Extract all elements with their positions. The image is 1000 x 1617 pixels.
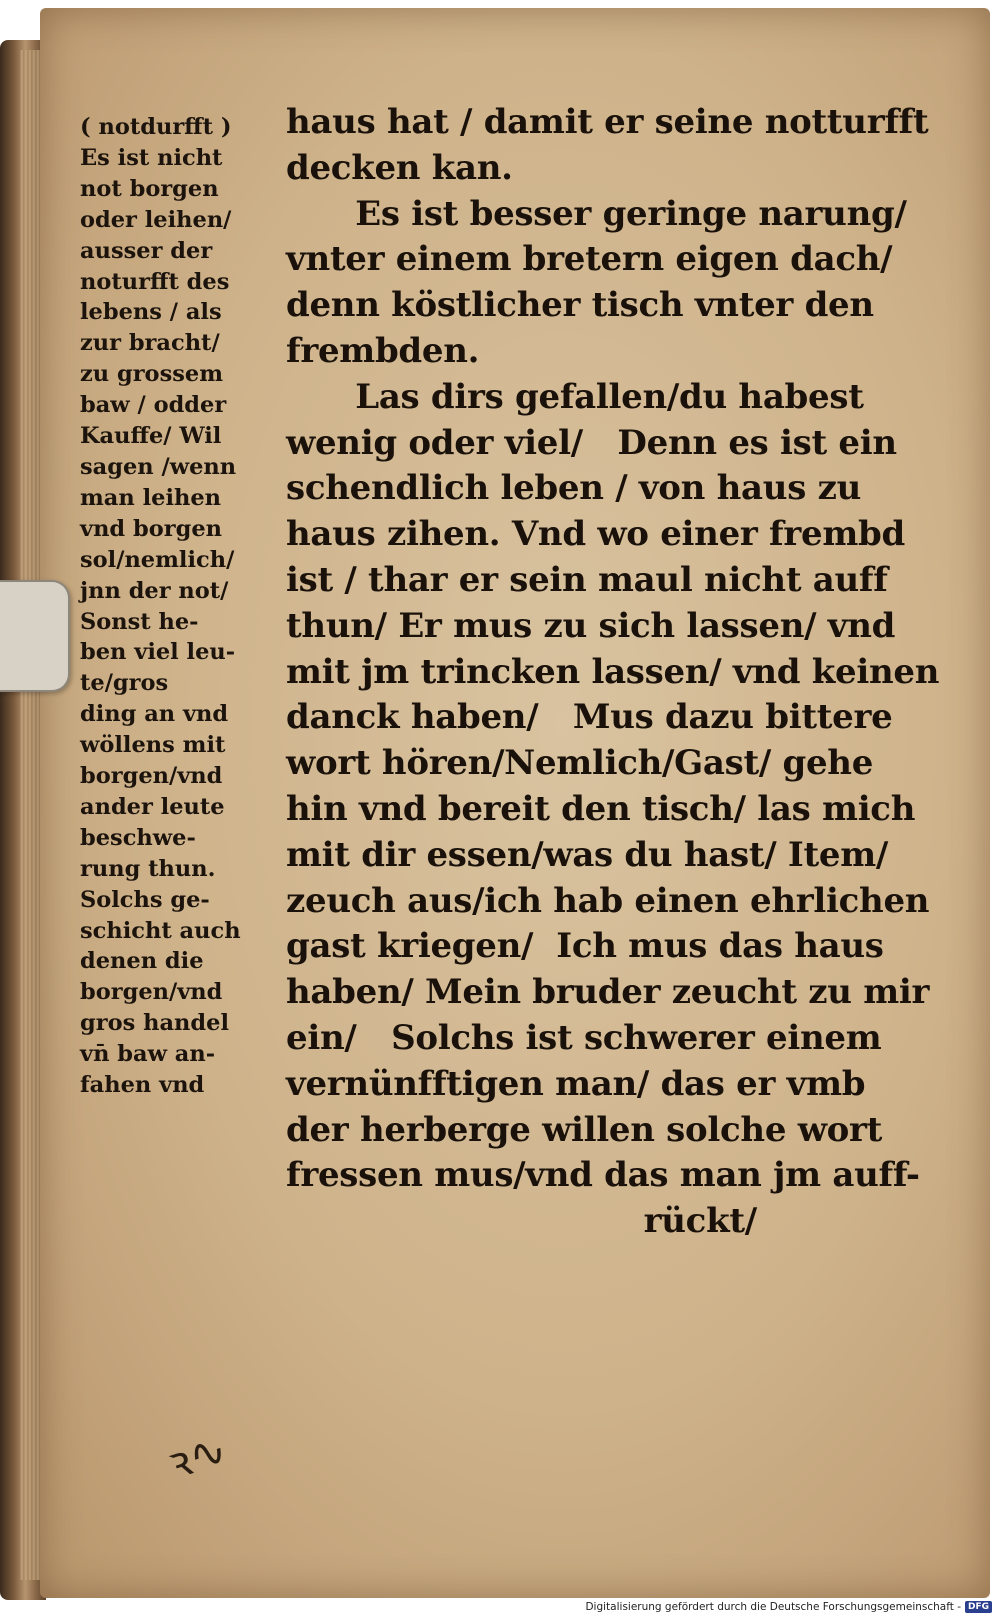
margin-note-line: schicht auch [80,917,241,944]
text-line: der herberge willen solche wort [286,1109,883,1150]
margin-note-line: sagen /wenn [80,453,237,480]
margin-note-line: ben viel leu- [80,639,236,666]
bookmark-tab [0,580,70,692]
margin-note-line: jnn der not/ [80,577,229,604]
margin-note-line: baw / odder [80,392,227,419]
margin-note-line: fahen vnd [80,1072,205,1099]
margin-note-line: borgen/vnd [80,763,223,790]
text-line: thun/ Er mus zu sich lassen/ vnd [286,605,896,646]
margin-note-line: ausser der [80,237,213,264]
margin-note-line: sol/nemlich/ [80,546,235,573]
text-line: danck haben/ Mus dazu bittere [286,697,893,738]
margin-note-line: borgen/vnd [80,979,223,1006]
digitization-footer [585,1601,992,1613]
margin-note-line: Kauffe/ Wil [80,423,222,450]
text-line: fressen mus/vnd das man jm auff- [286,1155,920,1196]
text-line: gast kriegen/ Ich mus das haus [286,926,884,967]
text-line: vnter einem bretern eigen dach/ [286,239,893,280]
text-line: haus hat / damit er seine notturfft [286,102,929,142]
margin-note-line: man leihen [80,484,222,511]
margin-note-line: Es ist nicht [80,144,223,171]
margin-note-line: vn̄ baw an- [80,1041,216,1068]
margin-note-line: oder leihen/ [80,206,232,233]
text-line: schendlich leben / von haus zu [286,468,862,509]
text-line: denn köstlicher tisch vnter den [286,285,874,326]
margin-note-line: beschwe- [80,824,196,851]
margin-note-line: zu grossem [80,361,224,388]
text-line: frembden. [286,330,480,371]
text-line: hin vnd bereit den tisch/ las mich [286,788,916,829]
margin-note-line: denen die [80,948,204,975]
footer-credit: Digitalisierung gefördert durch die Deutsche Forschungsgemeinschaft - [585,1601,961,1613]
margin-note-line: zur bracht/ [80,330,220,357]
main-text-block [286,100,956,1245]
margin-note-line: Sonst he- [80,608,199,635]
text-line: wort hören/Nemlich/Gast/ gehe [286,743,874,784]
margin-note-line: ander leute [80,793,225,820]
margin-note-line: te/gros [80,670,169,697]
text-line: mit dir essen/was du hast/ Item/ [286,834,889,875]
text-line: Es ist besser geringe narung/ [286,193,907,234]
text-line: haben/ Mein bruder zeucht zu mir [286,972,930,1013]
margin-note-line: vnd borgen [80,515,222,542]
margin-notes [80,112,285,1101]
text-line: ist / thar er sein maul nicht auff [286,559,888,600]
text-line: Las dirs gefallen/du habest [286,376,864,417]
margin-note-line: not borgen [80,175,219,202]
margin-note-line: lebens / als [80,299,222,326]
margin-note-line: ding an vnd [80,701,229,728]
text-line: rückt/ [286,1201,757,1242]
margin-note-line: ( notdurfft ) [80,114,232,140]
margin-note-line: wöllens mit [80,732,226,759]
margin-note-line: Solchs ge- [80,886,210,913]
text-line: wenig oder viel/ Denn es ist ein [286,422,897,463]
text-line: ein/ Solchs ist schwerer einem [286,1017,882,1058]
text-line: decken kan. [286,147,513,188]
margin-note-line: noturfft des [80,268,230,295]
handwritten-scribble: ꝛ∿ [162,1423,233,1490]
text-line: haus zihen. Vnd wo einer frembd [286,514,905,555]
text-line: mit jm trincken lassen/ vnd keinen [286,651,940,692]
text-line: zeuch aus/ich hab einen ehrlichen [286,880,930,921]
text-line: vernünfftigen man/ das er vmb [286,1063,866,1104]
margin-note-line: gros handel [80,1010,229,1037]
margin-note-line: rung thun. [80,855,216,882]
dfg-logo-icon: DFG [965,1601,992,1613]
